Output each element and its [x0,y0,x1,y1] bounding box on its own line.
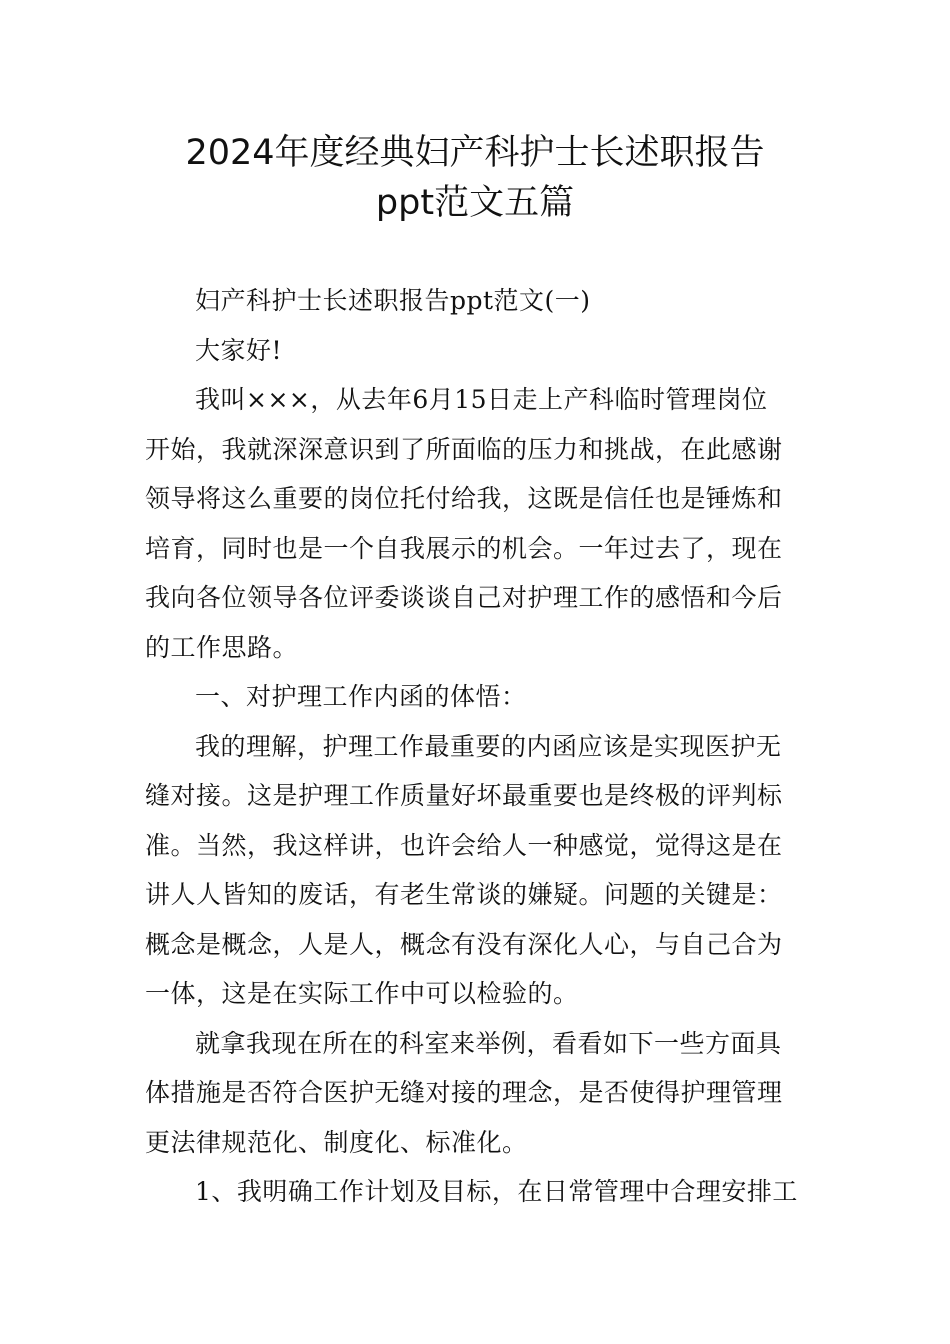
text-line: 大家好! [195,335,283,365]
text-line: 我叫×××，从去年6月15日走上产科临时管理岗位 [195,385,768,414]
paragraph-heading [145,276,815,326]
section-heading [145,672,815,722]
text-line: 概念是概念，人是人，概念有没有深化人心，与自己合为 [145,929,783,959]
text-line: 更法律规范化、制度化、标准化。 [145,1127,528,1157]
text-line: 的工作思路。 [145,632,299,662]
text-line: 我向各位领导各位评委谈谈自己对护理工作的感悟和今后 [145,583,783,612]
document-title-line-2: ppt范文五篇 [375,183,575,223]
paragraph-greeting [145,326,815,376]
paragraph-understanding [145,722,815,1019]
text-line: 缝对接。这是护理工作质量好坏最重要也是终极的评判标 [145,781,783,810]
text-line: 一、对护理工作内函的体悟： [195,682,527,711]
document-body [145,276,815,1217]
paragraph-item-1 [145,1167,815,1217]
text-line: 1、我明确工作计划及目标，在日常管理中合理安排工 [195,1177,798,1206]
text-line: 培育，同时也是一个自我展示的机会。一年过去了，现在 [145,533,783,563]
paragraph-introduction [145,375,815,672]
text-line: 就拿我现在所在的科室来举例，看看如下一些方面具 [195,1028,782,1058]
text-line: 领导将这么重要的岗位托付给我，这既是信任也是锤炼和 [145,484,783,513]
text-line: 一体，这是在实际工作中可以检验的。 [145,979,579,1008]
text-line: 我的理解，护理工作最重要的内函应该是实现医护无 [195,731,782,761]
text-line: 开始，我就深深意识到了所面临的压力和挑战，在此感谢 [145,434,783,464]
text-line: 体措施是否符合医护无缝对接的理念，是否使得护理管理 [145,1078,783,1107]
text-line: 讲人人皆知的废话，有老生常谈的嫌疑。问题的关键是： [145,880,783,909]
text-line: 妇产科护士长述职报告ppt范文(一) [195,286,591,315]
document-title-line-1: 2024年度经典妇产科护士长述职报告 [185,133,765,173]
paragraph-example [145,1019,815,1168]
text-line: 准。当然，我这样讲，也许会给人一种感觉，觉得这是在 [145,830,783,860]
